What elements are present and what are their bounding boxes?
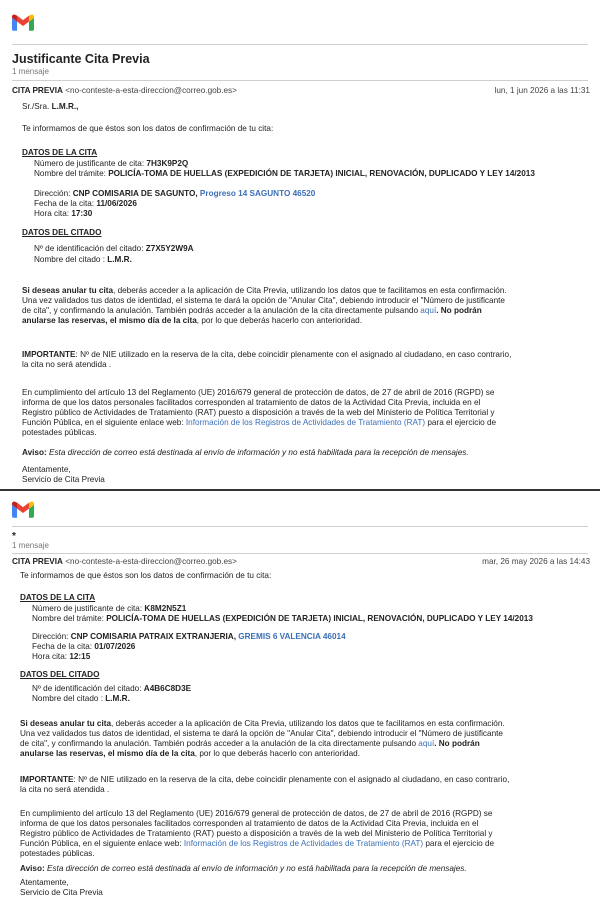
numero-justificante: Número de justificante de cita: 7H3K9P2Q: [34, 159, 189, 168]
direccion: Dirección: CNP COMISARIA PATRAIX EXTRANJERIA, GREMIS 6 VALENCIA 46014: [32, 632, 346, 641]
direccion: Dirección: CNP COMISARIA DE SAGUNTO, Progreso 14 SAGUNTO 46520: [34, 189, 316, 198]
direccion-link[interactable]: GREMIS 6 VALENCIA 46014: [238, 632, 346, 641]
anular-link[interactable]: aquí: [420, 306, 437, 315]
numero-identificacion: Nº de identificación del citado: Z7X5Y2W9A: [34, 244, 194, 253]
citado-heading: DATOS DEL CITADO: [20, 670, 100, 679]
cita-heading: DATOS DE LA CITA: [22, 148, 98, 157]
sender[interactable]: [12, 557, 237, 568]
hora-cita: Hora cita: 17:30: [34, 209, 93, 218]
hora-cita: Hora cita: 12:15: [32, 652, 91, 661]
email-subject: *: [12, 531, 16, 542]
email-2: * 1 mensaje CITA PREVIA <no-conteste-a-esta-direccion@correo.gob.es> mar, 26 may 2026 a las 14:43 Te informamos de que éstos son los datos de confirmación de tu cita: DATOS DE LA CITA Número de justificante de cita: K8M2N5Z1 Nombre del trámite: POLICÍA-TOMA DE HUELLAS (EXPEDICIÓN DE TARJETA) INICIAL, RENOVACIÓN, DUPLICADO Y LEY 14/2013 Dirección: CNP COMISARIA PATRAIX EXTRANJERIA, GREMIS 6 VALENCIA 46014 Fecha de la cita: 01/07/2026 Hora cita: 12:15 DATOS DEL CITADO Nº de identificación del citado: A4B6C8D3E Nombre del citado : L.M.R. Si deseas anular tu cita, deberás acceder a la aplicación de Cita Previa, utilizando los datos que te facilitamos en esta confirmación. Una vez validados tus datos de identidad, el sistema te dará la opción de "Anular Cita", debiendo introducir el "Número de justificante de cita", y confirmando la anulación. También podrás acceder a la anulación de la cita directamente pulsando aquí. No podrán anularse las reservas, el mismo día de la cita, por lo que deberás hacerlo con anterioridad. IMPORTANTE: Nº de NIE utilizado en la reserva de la cita, debe coincidir plenamente con el asignado al ciudadano, en caso contrario, la cita no será atendida . En cumplimiento del artículo 13 del Reglamento (UE) 2016/679 general de protección de datos, de 27 de abril de 2016 (RGPD) se informa de que los datos personales facilitados corresponden al tratamiento de datos de la Actividad Cita Previa, incluida en el Registro público de Actividades de Tratamiento (RAT) puesto a disposición a través de la web del Ministerio de Política Territorial y Función Pública, en el siguiente enlace web: Información de los Registros de Actividades de Tratamiento (RAT) para el ejercicio de potestades públicas. Aviso: Esta dirección de correo está destinada al envío de información y no está habilitada para la recepción de mensajes. Atentamente, Servicio de Cita Previa: [0, 493, 600, 899]
sender[interactable]: [12, 86, 237, 97]
sign-off: Atentamente,: [22, 465, 71, 474]
sender-name: CITA PREVIA: [12, 86, 63, 95]
sender-address: <no-conteste-a-esta-direccion@correo.gob.es>: [65, 557, 237, 566]
rat-link[interactable]: Información de los Registros de Actividades de Tratamiento (RAT): [185, 418, 426, 427]
intro-text: Te informamos de que éstos son los datos de confirmación de tu cita:: [22, 124, 274, 133]
divider: [12, 553, 588, 554]
divider: [12, 526, 588, 527]
gmail-logo-icon[interactable]: [12, 501, 34, 518]
email-1: Justificante Cita Previa 1 mensaje CITA PREVIA <no-conteste-a-esta-direccion@correo.gob.es> lun, 1 jun 2026 a las 11:31 Sr./Sra. L.M.R., Te informamos de que éstos son los datos de confirmación de tu cita: DATOS DE LA CITA Número de justificante de cita: 7H3K9P2Q Nombre del trámite: POLICÍA-TOMA DE HUELLAS (EXPEDICIÓN DE TARJETA) INICIAL, RENOVACIÓN, DUPLICADO Y LEY 14/2013 Dirección: CNP COMISARIA DE SAGUNTO, Progreso 14 SAGUNTO 46520 Fecha de la cita: 11/06/2026 Hora cita: 17:30 DATOS DEL CITADO Nº de identificación del citado: Z7X5Y2W9A Nombre del citado : L.M.R. Si deseas anular tu cita, deberás acceder a la aplicación de Cita Previa, utilizando los datos que te facilitamos en esta confirmación. Una vez validados tus datos de identidad, el sistema te dará la opción de "Anular Cita", debiendo introducir el "Número de justificante de cita", y confirmando la anulación. También podrás acceder a la anulación de la cita directamente pulsando aquí. No podrán anularse las reservas, el mismo día de la cita, por lo que deberás hacerlo con anterioridad. IMPORTANTE: Nº de NIE utilizado en la reserva de la cita, debe coincidir plenamente con el asignado al ciudadano, en caso contrario, la cita no será atendida . En cumplimiento del artículo 13 del Reglamento (UE) 2016/679 general de protección de datos, de 27 de abril de 2016 (RGPD) se informa de que los datos personales facilitados corresponden al tratamiento de datos de la Actividad Cita Previa, incluida en el Registro público de Actividades de Tratamiento (RAT) puesto a disposición a través de la web del Ministerio de Política Territorial y Función Pública, en el siguiente enlace web: Información de los Registros de Actividades de Tratamiento (RAT) para el ejercicio de potestades públicas. Aviso: Esta dirección de correo está destinada al envío de información y no está habilitada para la recepción de mensajes. Atentamente, Servicio de Cita Previa: [0, 0, 600, 491]
signature: Servicio de Cita Previa: [22, 475, 105, 484]
email-subject: Justificante Cita Previa: [12, 52, 150, 66]
intro-text: Te informamos de que éstos son los datos de confirmación de tu cita:: [20, 571, 272, 580]
nombre-tramite: Nombre del trámite: POLICÍA-TOMA DE HUELLAS (EXPEDICIÓN DE TARJETA) INICIAL, RENOVACIÓN, DUPLICADO Y LEY 14/2013: [34, 169, 535, 178]
aviso: Aviso: Esta dirección de correo está destinada al envío de información y no está habilitada para la recepción de mensajes.: [20, 864, 467, 873]
message-count: 1 mensaje: [12, 67, 49, 76]
greeting: Sr./Sra. L.M.R.,: [22, 102, 79, 111]
rat-link[interactable]: Información de los Registros de Actividades de Tratamiento (RAT): [183, 839, 424, 848]
aviso: Aviso: Esta dirección de correo está destinada al envío de información y no está habilitada para la recepción de mensajes.: [22, 448, 469, 457]
sender-name: CITA PREVIA: [12, 557, 63, 566]
email-date: mar, 26 may 2026 a las 14:43: [482, 557, 590, 566]
divider: [12, 44, 588, 45]
sender-address: <no-conteste-a-esta-direccion@correo.gob.es>: [65, 86, 237, 95]
gmail-logo-icon[interactable]: [12, 14, 34, 31]
signature: Servicio de Cita Previa: [20, 888, 103, 897]
email-date: lun, 1 jun 2026 a las 11:31: [494, 86, 590, 95]
divider: [12, 80, 588, 81]
cita-heading: DATOS DE LA CITA: [20, 593, 96, 602]
message-count: 1 mensaje: [12, 541, 49, 550]
citado-heading: DATOS DEL CITADO: [22, 228, 102, 237]
fecha-cita: Fecha de la cita: 11/06/2026: [34, 199, 137, 208]
nombre-citado: Nombre del citado : L.M.R.: [34, 255, 132, 264]
fecha-cita: Fecha de la cita: 01/07/2026: [32, 642, 136, 651]
nombre-tramite: Nombre del trámite: POLICÍA-TOMA DE HUELLAS (EXPEDICIÓN DE TARJETA) INICIAL, RENOVACIÓN, DUPLICADO Y LEY 14/2013: [32, 614, 533, 623]
numero-justificante: Número de justificante de cita: K8M2N5Z1: [32, 604, 187, 613]
sign-off: Atentamente,: [20, 878, 69, 887]
anular-link[interactable]: aquí: [418, 739, 435, 748]
numero-identificacion: Nº de identificación del citado: A4B6C8D3E: [32, 684, 192, 693]
nombre-citado: Nombre del citado : L.M.R.: [32, 694, 130, 703]
direccion-link[interactable]: Progreso 14 SAGUNTO 46520: [199, 189, 316, 198]
